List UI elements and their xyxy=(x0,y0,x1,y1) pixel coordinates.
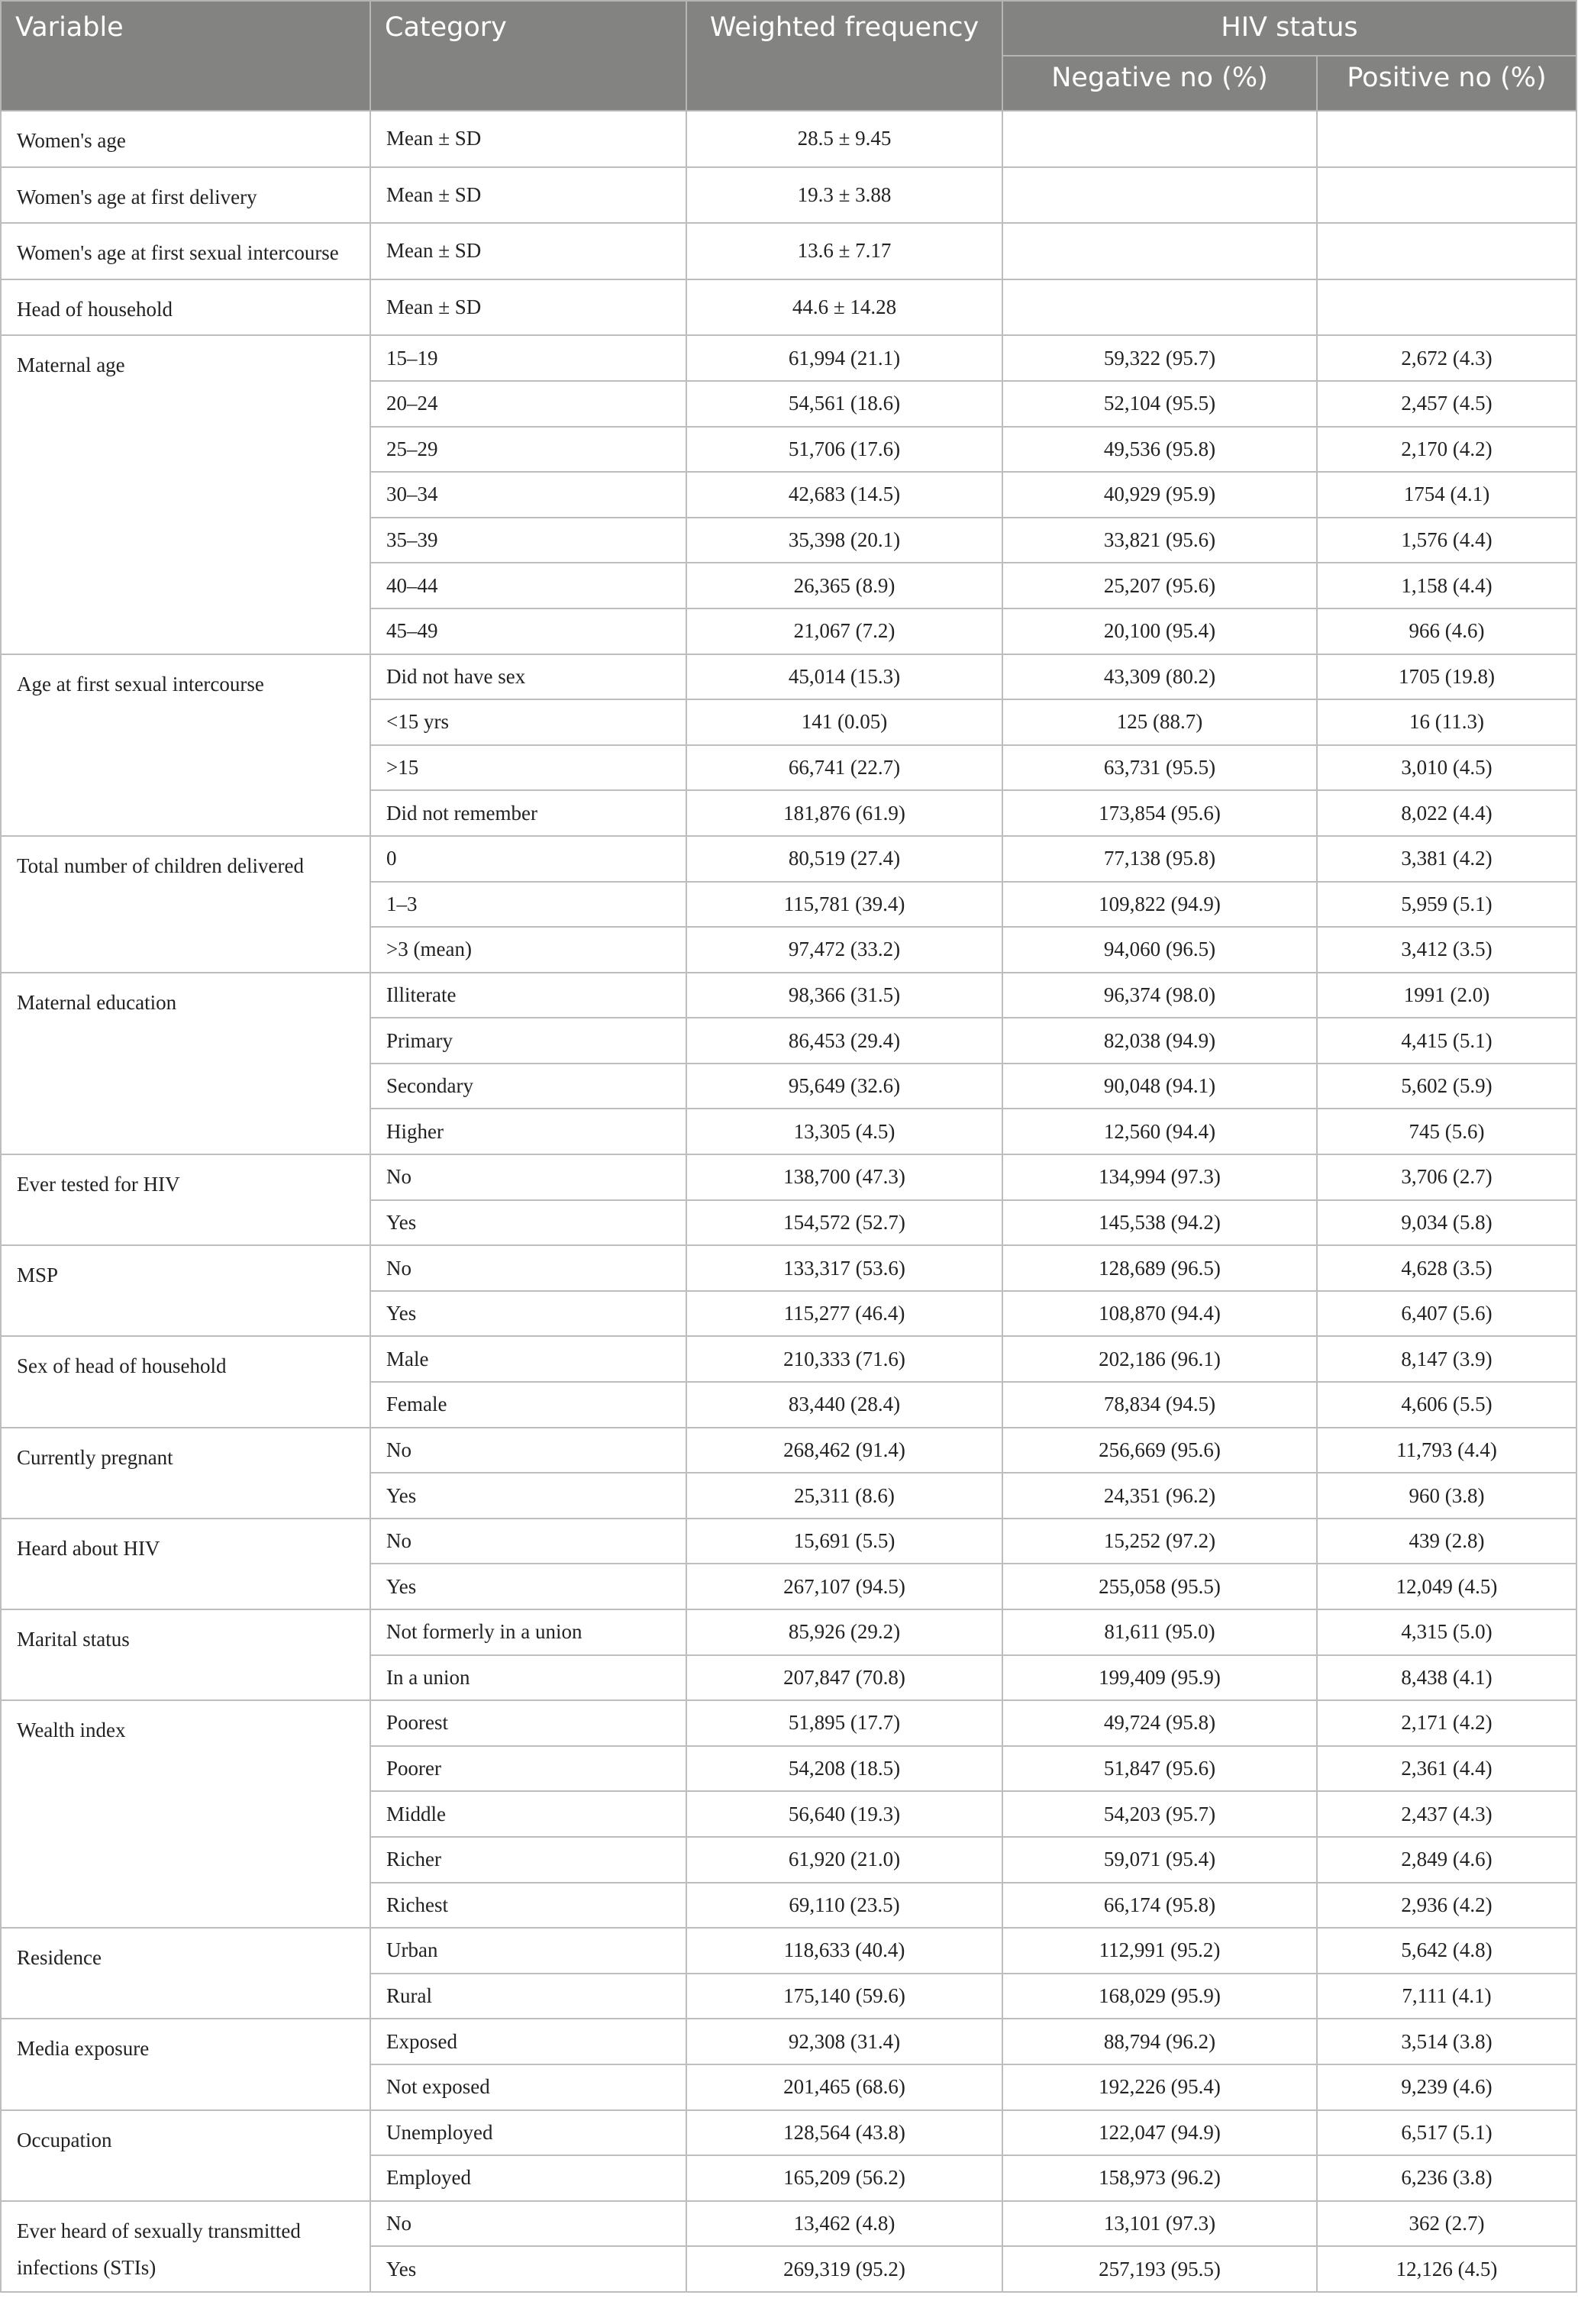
positive-cell: 4,606 (5.5) xyxy=(1317,1382,1576,1428)
table-row xyxy=(1,1700,1576,1746)
category-cell: 25–29 xyxy=(370,427,686,473)
header-positive: Positive no (%) xyxy=(1317,56,1576,111)
table-row xyxy=(1,1428,1576,1473)
variable-cell: Ever tested for HIV xyxy=(1,1154,370,1245)
table-row xyxy=(1,167,1576,224)
negative-cell: 81,611 (95.0) xyxy=(1002,1609,1317,1655)
weighted-frequency-cell: 13,305 (4.5) xyxy=(686,1109,1002,1154)
variable-cell: Women's age at first delivery xyxy=(1,167,370,224)
negative-cell: 15,252 (97.2) xyxy=(1002,1519,1317,1564)
negative-cell: 173,854 (95.6) xyxy=(1002,790,1317,836)
positive-cell: 2,849 (4.6) xyxy=(1317,1837,1576,1883)
negative-cell: 54,203 (95.7) xyxy=(1002,1791,1317,1837)
table-row xyxy=(1,1245,1576,1291)
negative-cell: 158,973 (96.2) xyxy=(1002,2155,1317,2201)
positive-cell: 7,111 (4.1) xyxy=(1317,1974,1576,2019)
positive-cell xyxy=(1317,279,1576,336)
table-row xyxy=(1,1336,1576,1382)
category-cell: >15 xyxy=(370,745,686,791)
weighted-frequency-cell: 268,462 (91.4) xyxy=(686,1428,1002,1473)
weighted-frequency-cell: 56,640 (19.3) xyxy=(686,1791,1002,1837)
category-cell: Higher xyxy=(370,1109,686,1154)
variable-cell: Occupation xyxy=(1,2110,370,2201)
positive-cell: 4,628 (3.5) xyxy=(1317,1245,1576,1291)
negative-cell: 66,174 (95.8) xyxy=(1002,1883,1317,1929)
weighted-frequency-cell: 83,440 (28.4) xyxy=(686,1382,1002,1428)
positive-cell xyxy=(1317,223,1576,279)
positive-cell: 11,793 (4.4) xyxy=(1317,1428,1576,1473)
weighted-frequency-cell: 98,366 (31.5) xyxy=(686,973,1002,1018)
variable-cell: Currently pregnant xyxy=(1,1428,370,1519)
variable-cell: Head of household xyxy=(1,279,370,336)
negative-cell: 49,536 (95.8) xyxy=(1002,427,1317,473)
positive-cell: 966 (4.6) xyxy=(1317,608,1576,654)
weighted-frequency-cell: 154,572 (52.7) xyxy=(686,1200,1002,1246)
category-cell: Exposed xyxy=(370,2019,686,2064)
weighted-frequency-cell: 21,067 (7.2) xyxy=(686,608,1002,654)
table-body xyxy=(1,111,1576,2292)
positive-cell: 9,239 (4.6) xyxy=(1317,2064,1576,2110)
variable-cell: MSP xyxy=(1,1245,370,1336)
weighted-frequency-cell: 54,208 (18.5) xyxy=(686,1746,1002,1792)
variable-cell: Media exposure xyxy=(1,2019,370,2109)
positive-cell: 2,361 (4.4) xyxy=(1317,1746,1576,1792)
positive-cell: 6,236 (3.8) xyxy=(1317,2155,1576,2201)
category-cell: No xyxy=(370,1428,686,1473)
negative-cell: 90,048 (94.1) xyxy=(1002,1064,1317,1109)
category-cell: 1–3 xyxy=(370,882,686,928)
positive-cell: 2,672 (4.3) xyxy=(1317,335,1576,381)
category-cell: 0 xyxy=(370,836,686,882)
table-row xyxy=(1,1928,1576,1974)
table-header xyxy=(1,1,1576,111)
negative-cell: 145,538 (94.2) xyxy=(1002,1200,1317,1246)
positive-cell: 362 (2.7) xyxy=(1317,2201,1576,2247)
weighted-frequency-cell: 13.6 ± 7.17 xyxy=(686,223,1002,279)
negative-cell: 24,351 (96.2) xyxy=(1002,1473,1317,1519)
weighted-frequency-cell: 267,107 (94.5) xyxy=(686,1564,1002,1609)
negative-cell: 33,821 (95.6) xyxy=(1002,518,1317,563)
positive-cell: 5,602 (5.9) xyxy=(1317,1064,1576,1109)
weighted-frequency-cell: 141 (0.05) xyxy=(686,699,1002,745)
weighted-frequency-cell: 26,365 (8.9) xyxy=(686,563,1002,608)
negative-cell: 255,058 (95.5) xyxy=(1002,1564,1317,1609)
category-cell: Yes xyxy=(370,1200,686,1246)
weighted-frequency-cell: 35,398 (20.1) xyxy=(686,518,1002,563)
positive-cell: 12,126 (4.5) xyxy=(1317,2246,1576,2292)
weighted-frequency-cell: 165,209 (56.2) xyxy=(686,2155,1002,2201)
table-row xyxy=(1,335,1576,381)
weighted-frequency-cell: 66,741 (22.7) xyxy=(686,745,1002,791)
weighted-frequency-cell: 95,649 (32.6) xyxy=(686,1064,1002,1109)
category-cell: Poorest xyxy=(370,1700,686,1746)
positive-cell: 439 (2.8) xyxy=(1317,1519,1576,1564)
positive-cell: 1705 (19.8) xyxy=(1317,654,1576,700)
category-cell: Rural xyxy=(370,1974,686,2019)
negative-cell: 51,847 (95.6) xyxy=(1002,1746,1317,1792)
table-row xyxy=(1,111,1576,167)
weighted-frequency-cell: 61,994 (21.1) xyxy=(686,335,1002,381)
weighted-frequency-cell: 128,564 (43.8) xyxy=(686,2110,1002,2156)
category-cell: No xyxy=(370,1154,686,1200)
weighted-frequency-cell: 97,472 (33.2) xyxy=(686,927,1002,973)
negative-cell: 20,100 (95.4) xyxy=(1002,608,1317,654)
category-cell: Mean ± SD xyxy=(370,167,686,224)
negative-cell xyxy=(1002,223,1317,279)
positive-cell: 3,514 (3.8) xyxy=(1317,2019,1576,2064)
table-row xyxy=(1,1519,1576,1564)
table-row xyxy=(1,2110,1576,2156)
weighted-frequency-cell: 51,706 (17.6) xyxy=(686,427,1002,473)
positive-cell: 2,170 (4.2) xyxy=(1317,427,1576,473)
positive-cell: 1,158 (4.4) xyxy=(1317,563,1576,608)
weighted-frequency-cell: 69,110 (23.5) xyxy=(686,1883,1002,1929)
positive-cell: 6,407 (5.6) xyxy=(1317,1291,1576,1337)
table-row xyxy=(1,2019,1576,2064)
positive-cell: 3,010 (4.5) xyxy=(1317,745,1576,791)
positive-cell: 1,576 (4.4) xyxy=(1317,518,1576,563)
positive-cell: 12,049 (4.5) xyxy=(1317,1564,1576,1609)
negative-cell: 202,186 (96.1) xyxy=(1002,1336,1317,1382)
positive-cell: 16 (11.3) xyxy=(1317,699,1576,745)
negative-cell: 59,071 (95.4) xyxy=(1002,1837,1317,1883)
negative-cell: 49,724 (95.8) xyxy=(1002,1700,1317,1746)
variable-cell: Marital status xyxy=(1,1609,370,1700)
variable-cell: Total number of children delivered xyxy=(1,836,370,973)
negative-cell: 199,409 (95.9) xyxy=(1002,1655,1317,1701)
positive-cell: 745 (5.6) xyxy=(1317,1109,1576,1154)
category-cell: Illiterate xyxy=(370,973,686,1018)
positive-cell: 5,959 (5.1) xyxy=(1317,882,1576,928)
table-row xyxy=(1,223,1576,279)
category-cell: Did not have sex xyxy=(370,654,686,700)
header-category: Category xyxy=(370,1,686,111)
category-cell: Female xyxy=(370,1382,686,1428)
category-cell: Unemployed xyxy=(370,2110,686,2156)
weighted-frequency-cell: 61,920 (21.0) xyxy=(686,1837,1002,1883)
weighted-frequency-cell: 54,561 (18.6) xyxy=(686,381,1002,427)
weighted-frequency-cell: 25,311 (8.6) xyxy=(686,1473,1002,1519)
variable-cell: Wealth index xyxy=(1,1700,370,1928)
positive-cell: 3,412 (3.5) xyxy=(1317,927,1576,973)
table-row xyxy=(1,973,1576,1018)
negative-cell: 109,822 (94.9) xyxy=(1002,882,1317,928)
negative-cell: 112,991 (95.2) xyxy=(1002,1928,1317,1974)
category-cell: Not formerly in a union xyxy=(370,1609,686,1655)
negative-cell: 82,038 (94.9) xyxy=(1002,1018,1317,1064)
variable-cell: Women's age xyxy=(1,111,370,167)
negative-cell: 125 (88.7) xyxy=(1002,699,1317,745)
negative-cell: 40,929 (95.9) xyxy=(1002,472,1317,518)
category-cell: Mean ± SD xyxy=(370,223,686,279)
category-cell: 15–19 xyxy=(370,335,686,381)
negative-cell: 88,794 (96.2) xyxy=(1002,2019,1317,2064)
category-cell: Did not remember xyxy=(370,790,686,836)
positive-cell: 8,438 (4.1) xyxy=(1317,1655,1576,1701)
weighted-frequency-cell: 42,683 (14.5) xyxy=(686,472,1002,518)
weighted-frequency-cell: 92,308 (31.4) xyxy=(686,2019,1002,2064)
weighted-frequency-cell: 45,014 (15.3) xyxy=(686,654,1002,700)
variable-cell: Residence xyxy=(1,1928,370,2019)
category-cell: Yes xyxy=(370,1473,686,1519)
category-cell: 20–24 xyxy=(370,381,686,427)
weighted-frequency-cell: 28.5 ± 9.45 xyxy=(686,111,1002,167)
positive-cell: 4,315 (5.0) xyxy=(1317,1609,1576,1655)
table-row xyxy=(1,1154,1576,1200)
negative-cell: 77,138 (95.8) xyxy=(1002,836,1317,882)
variable-cell: Maternal education xyxy=(1,973,370,1154)
category-cell: 35–39 xyxy=(370,518,686,563)
category-cell: Male xyxy=(370,1336,686,1382)
negative-cell: 59,322 (95.7) xyxy=(1002,335,1317,381)
negative-cell: 94,060 (96.5) xyxy=(1002,927,1317,973)
category-cell: No xyxy=(370,2201,686,2247)
negative-cell: 256,669 (95.6) xyxy=(1002,1428,1317,1473)
variable-cell: Maternal age xyxy=(1,335,370,654)
header-hiv-status: HIV status xyxy=(1002,1,1576,56)
category-cell: 45–49 xyxy=(370,608,686,654)
header-weighted-frequency: Weighted frequency xyxy=(686,1,1002,111)
negative-cell xyxy=(1002,167,1317,224)
positive-cell: 8,147 (3.9) xyxy=(1317,1336,1576,1382)
category-cell: Middle xyxy=(370,1791,686,1837)
weighted-frequency-cell: 15,691 (5.5) xyxy=(686,1519,1002,1564)
category-cell: No xyxy=(370,1245,686,1291)
category-cell: Urban xyxy=(370,1928,686,1974)
negative-cell: 168,029 (95.9) xyxy=(1002,1974,1317,2019)
category-cell: <15 yrs xyxy=(370,699,686,745)
category-cell: No xyxy=(370,1519,686,1564)
table-row xyxy=(1,1609,1576,1655)
variable-cell: Ever heard of sexually transmitted infections (STIs) xyxy=(1,2201,370,2292)
negative-cell: 257,193 (95.5) xyxy=(1002,2246,1317,2292)
category-cell: In a union xyxy=(370,1655,686,1701)
header-negative: Negative no (%) xyxy=(1002,56,1317,111)
weighted-frequency-cell: 210,333 (71.6) xyxy=(686,1336,1002,1382)
header-variable: Variable xyxy=(1,1,370,111)
category-cell: Yes xyxy=(370,1564,686,1609)
category-cell: Richer xyxy=(370,1837,686,1883)
weighted-frequency-cell: 133,317 (53.6) xyxy=(686,1245,1002,1291)
positive-cell: 9,034 (5.8) xyxy=(1317,1200,1576,1246)
negative-cell: 63,731 (95.5) xyxy=(1002,745,1317,791)
variable-cell: Sex of head of household xyxy=(1,1336,370,1427)
negative-cell: 13,101 (97.3) xyxy=(1002,2201,1317,2247)
positive-cell: 6,517 (5.1) xyxy=(1317,2110,1576,2156)
weighted-frequency-cell: 13,462 (4.8) xyxy=(686,2201,1002,2247)
negative-cell: 43,309 (80.2) xyxy=(1002,654,1317,700)
category-cell: Secondary xyxy=(370,1064,686,1109)
negative-cell: 108,870 (94.4) xyxy=(1002,1291,1317,1337)
variable-cell: Women's age at first sexual intercourse xyxy=(1,223,370,279)
category-cell: 30–34 xyxy=(370,472,686,518)
weighted-frequency-cell: 86,453 (29.4) xyxy=(686,1018,1002,1064)
negative-cell: 96,374 (98.0) xyxy=(1002,973,1317,1018)
positive-cell: 2,437 (4.3) xyxy=(1317,1791,1576,1837)
category-cell: Richest xyxy=(370,1883,686,1929)
table-row xyxy=(1,654,1576,700)
positive-cell: 3,706 (2.7) xyxy=(1317,1154,1576,1200)
weighted-frequency-cell: 175,140 (59.6) xyxy=(686,1974,1002,2019)
positive-cell: 3,381 (4.2) xyxy=(1317,836,1576,882)
weighted-frequency-cell: 181,876 (61.9) xyxy=(686,790,1002,836)
negative-cell: 25,207 (95.6) xyxy=(1002,563,1317,608)
table-row xyxy=(1,836,1576,882)
negative-cell: 192,226 (95.4) xyxy=(1002,2064,1317,2110)
category-cell: Mean ± SD xyxy=(370,279,686,336)
positive-cell: 1754 (4.1) xyxy=(1317,472,1576,518)
negative-cell: 122,047 (94.9) xyxy=(1002,2110,1317,2156)
positive-cell: 2,457 (4.5) xyxy=(1317,381,1576,427)
positive-cell: 4,415 (5.1) xyxy=(1317,1018,1576,1064)
weighted-frequency-cell: 207,847 (70.8) xyxy=(686,1655,1002,1701)
positive-cell: 2,171 (4.2) xyxy=(1317,1700,1576,1746)
weighted-frequency-cell: 269,319 (95.2) xyxy=(686,2246,1002,2292)
weighted-frequency-cell: 80,519 (27.4) xyxy=(686,836,1002,882)
positive-cell: 5,642 (4.8) xyxy=(1317,1928,1576,1974)
table-row xyxy=(1,2201,1576,2247)
category-cell: Not exposed xyxy=(370,2064,686,2110)
category-cell: Poorer xyxy=(370,1746,686,1792)
negative-cell: 134,994 (97.3) xyxy=(1002,1154,1317,1200)
category-cell: Yes xyxy=(370,2246,686,2292)
negative-cell: 128,689 (96.5) xyxy=(1002,1245,1317,1291)
weighted-frequency-cell: 44.6 ± 14.28 xyxy=(686,279,1002,336)
variable-cell: Heard about HIV xyxy=(1,1519,370,1609)
negative-cell: 12,560 (94.4) xyxy=(1002,1109,1317,1154)
positive-cell xyxy=(1317,167,1576,224)
category-cell: Yes xyxy=(370,1291,686,1337)
weighted-frequency-cell: 115,781 (39.4) xyxy=(686,882,1002,928)
weighted-frequency-cell: 85,926 (29.2) xyxy=(686,1609,1002,1655)
positive-cell: 960 (3.8) xyxy=(1317,1473,1576,1519)
positive-cell: 1991 (2.0) xyxy=(1317,973,1576,1018)
weighted-frequency-cell: 201,465 (68.6) xyxy=(686,2064,1002,2110)
category-cell: >3 (mean) xyxy=(370,927,686,973)
negative-cell: 78,834 (94.5) xyxy=(1002,1382,1317,1428)
positive-cell: 2,936 (4.2) xyxy=(1317,1883,1576,1929)
weighted-frequency-cell: 115,277 (46.4) xyxy=(686,1291,1002,1337)
weighted-frequency-cell: 51,895 (17.7) xyxy=(686,1700,1002,1746)
weighted-frequency-cell: 19.3 ± 3.88 xyxy=(686,167,1002,224)
negative-cell: 52,104 (95.5) xyxy=(1002,381,1317,427)
variable-cell: Age at first sexual intercourse xyxy=(1,654,370,836)
positive-cell: 8,022 (4.4) xyxy=(1317,790,1576,836)
weighted-frequency-cell: 138,700 (47.3) xyxy=(686,1154,1002,1200)
category-cell: 40–44 xyxy=(370,563,686,608)
table-row xyxy=(1,279,1576,336)
negative-cell xyxy=(1002,111,1317,167)
weighted-frequency-cell: 118,633 (40.4) xyxy=(686,1928,1002,1974)
positive-cell xyxy=(1317,111,1576,167)
negative-cell xyxy=(1002,279,1317,336)
category-cell: Mean ± SD xyxy=(370,111,686,167)
category-cell: Primary xyxy=(370,1018,686,1064)
category-cell: Employed xyxy=(370,2155,686,2201)
